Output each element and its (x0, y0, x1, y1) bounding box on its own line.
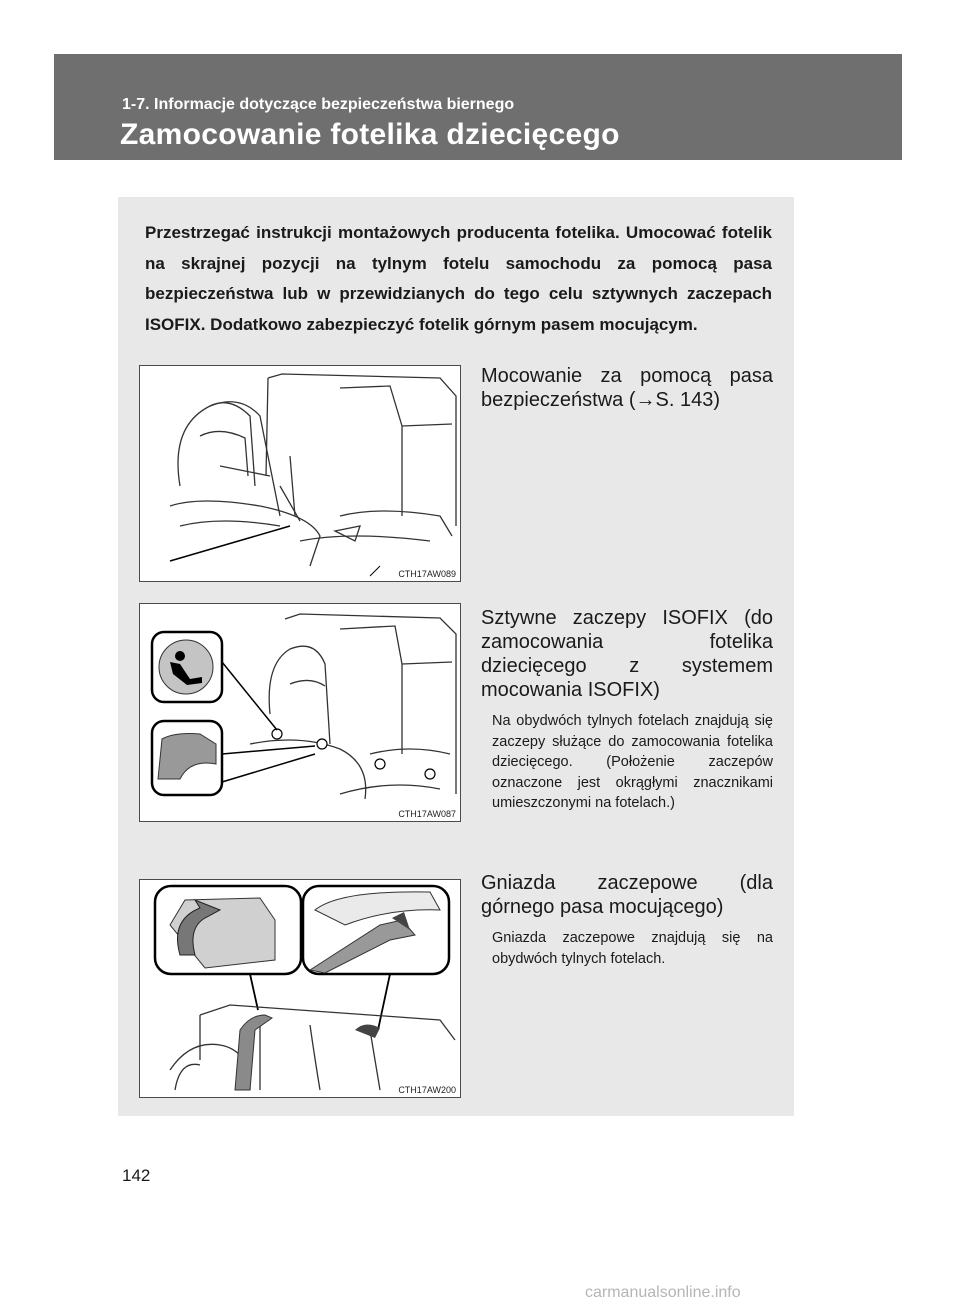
caption-tether-text: Gniazda zaczepowe (dla górnego pasa mocującego) (481, 872, 773, 918)
caption-seatbelt-text: Mocowanie za pomocą pasa bezpieczeństwa (→S. 143) (481, 365, 773, 411)
figure-seatbelt-mounting (139, 365, 461, 582)
tether-anchor-illustration (140, 880, 462, 1099)
page-number: 142 (122, 1166, 151, 1185)
caption-isofix (481, 606, 773, 814)
figure-code: CTH17AW089 (398, 569, 456, 579)
caption-isofix-text: Sztywne zaczepy ISOFIX (do zamocowania fotelika dziecięcego z systemem mocowania ISOFIX) (481, 607, 773, 701)
figure-code: CTH17AW087 (398, 809, 456, 819)
figure-isofix (139, 603, 461, 822)
isofix-illustration (140, 604, 462, 823)
section-label: 1-7. Informacje dotyczące bezpieczeństwa biernego (122, 96, 515, 113)
watermark: carmanualsonline.info (585, 1284, 741, 1301)
figure-code: CTH17AW200 (398, 1085, 456, 1095)
page-title: Zamocowanie fotelika dziecięcego (120, 118, 620, 151)
caption-seatbelt (481, 364, 773, 412)
note-isofix: Na obydwóch tylnych fotelach znajdują się zaczepy służące do zamocowania fotelika dziecięcego. (Położenie zaczepów oznaczone jest okrągłymi znacznikami umieszczonymi na fotelach.) (492, 713, 773, 811)
intro-paragraph: Przestrzegać instrukcji montażowych producenta fotelika. Umocować fotelik na skrajnej pozycji na tylnym fotelu samochodu za pomocą pasa bezpieczeństwa lub w przewidzianych do tego celu sztywnych zaczepach ISOFIX. Dodatkowo zabezpieczyć fotelik górnym pasem mocującym. (145, 223, 772, 334)
caption-tether (481, 871, 773, 969)
section-header (54, 54, 902, 160)
child-seat-belt-illustration (140, 366, 462, 583)
note-tether: Gniazda zaczepowe znajdują się na obydwóch tylnych fotelach. (492, 930, 773, 967)
figure-tether-anchors (139, 879, 461, 1098)
